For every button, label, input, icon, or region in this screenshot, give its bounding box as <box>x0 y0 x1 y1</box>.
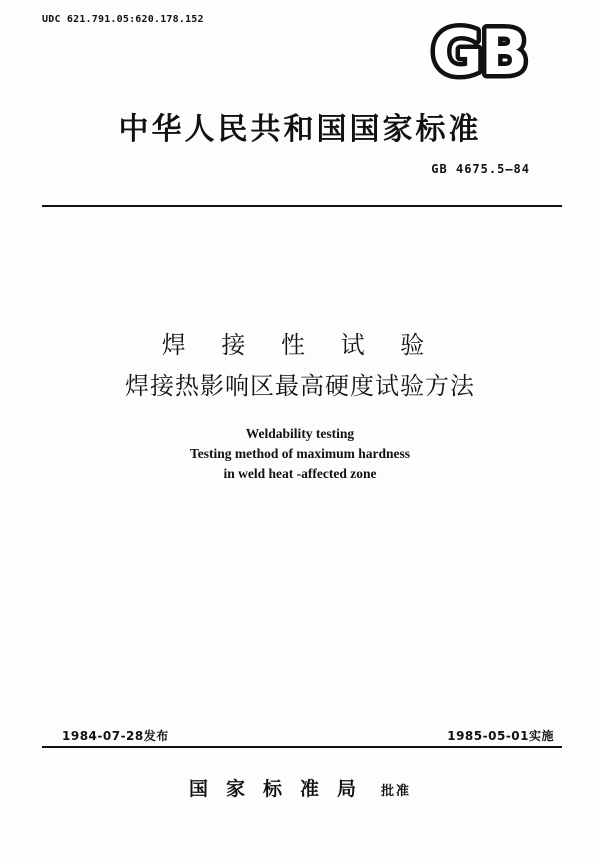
top-divider <box>42 205 562 207</box>
title-cn-line-1: 焊 接 性 试 验 <box>161 331 439 359</box>
title-en-line-1: Weldability testing <box>245 426 355 441</box>
standard-number: GB 4675.5—84 <box>431 162 530 176</box>
udc-code: UDC 621.791.05:620.178.152 <box>42 14 204 25</box>
approval-verb: 批准 <box>381 784 412 799</box>
title-en-line-2: Testing method of maximum hardness <box>189 446 411 461</box>
title-en-line-3: in weld heat -affected zone <box>223 466 377 481</box>
title-cn-line-2: 焊接热影响区最高硬度试验方法 <box>125 372 475 400</box>
gb-logo-mark <box>420 18 538 84</box>
approval-line <box>0 774 600 801</box>
approving-organization: 国家标准局 <box>188 778 374 800</box>
gb-logo-text: GB <box>431 18 527 84</box>
bottom-divider <box>42 746 562 748</box>
gb-logo <box>420 18 538 84</box>
issue-date: 1984-07-28发布 <box>62 729 169 743</box>
standard-organization: 中华人民共和国国家标准 <box>118 112 482 147</box>
title-en <box>0 424 600 484</box>
implementation-date: 1985-05-01实施 <box>447 729 554 743</box>
